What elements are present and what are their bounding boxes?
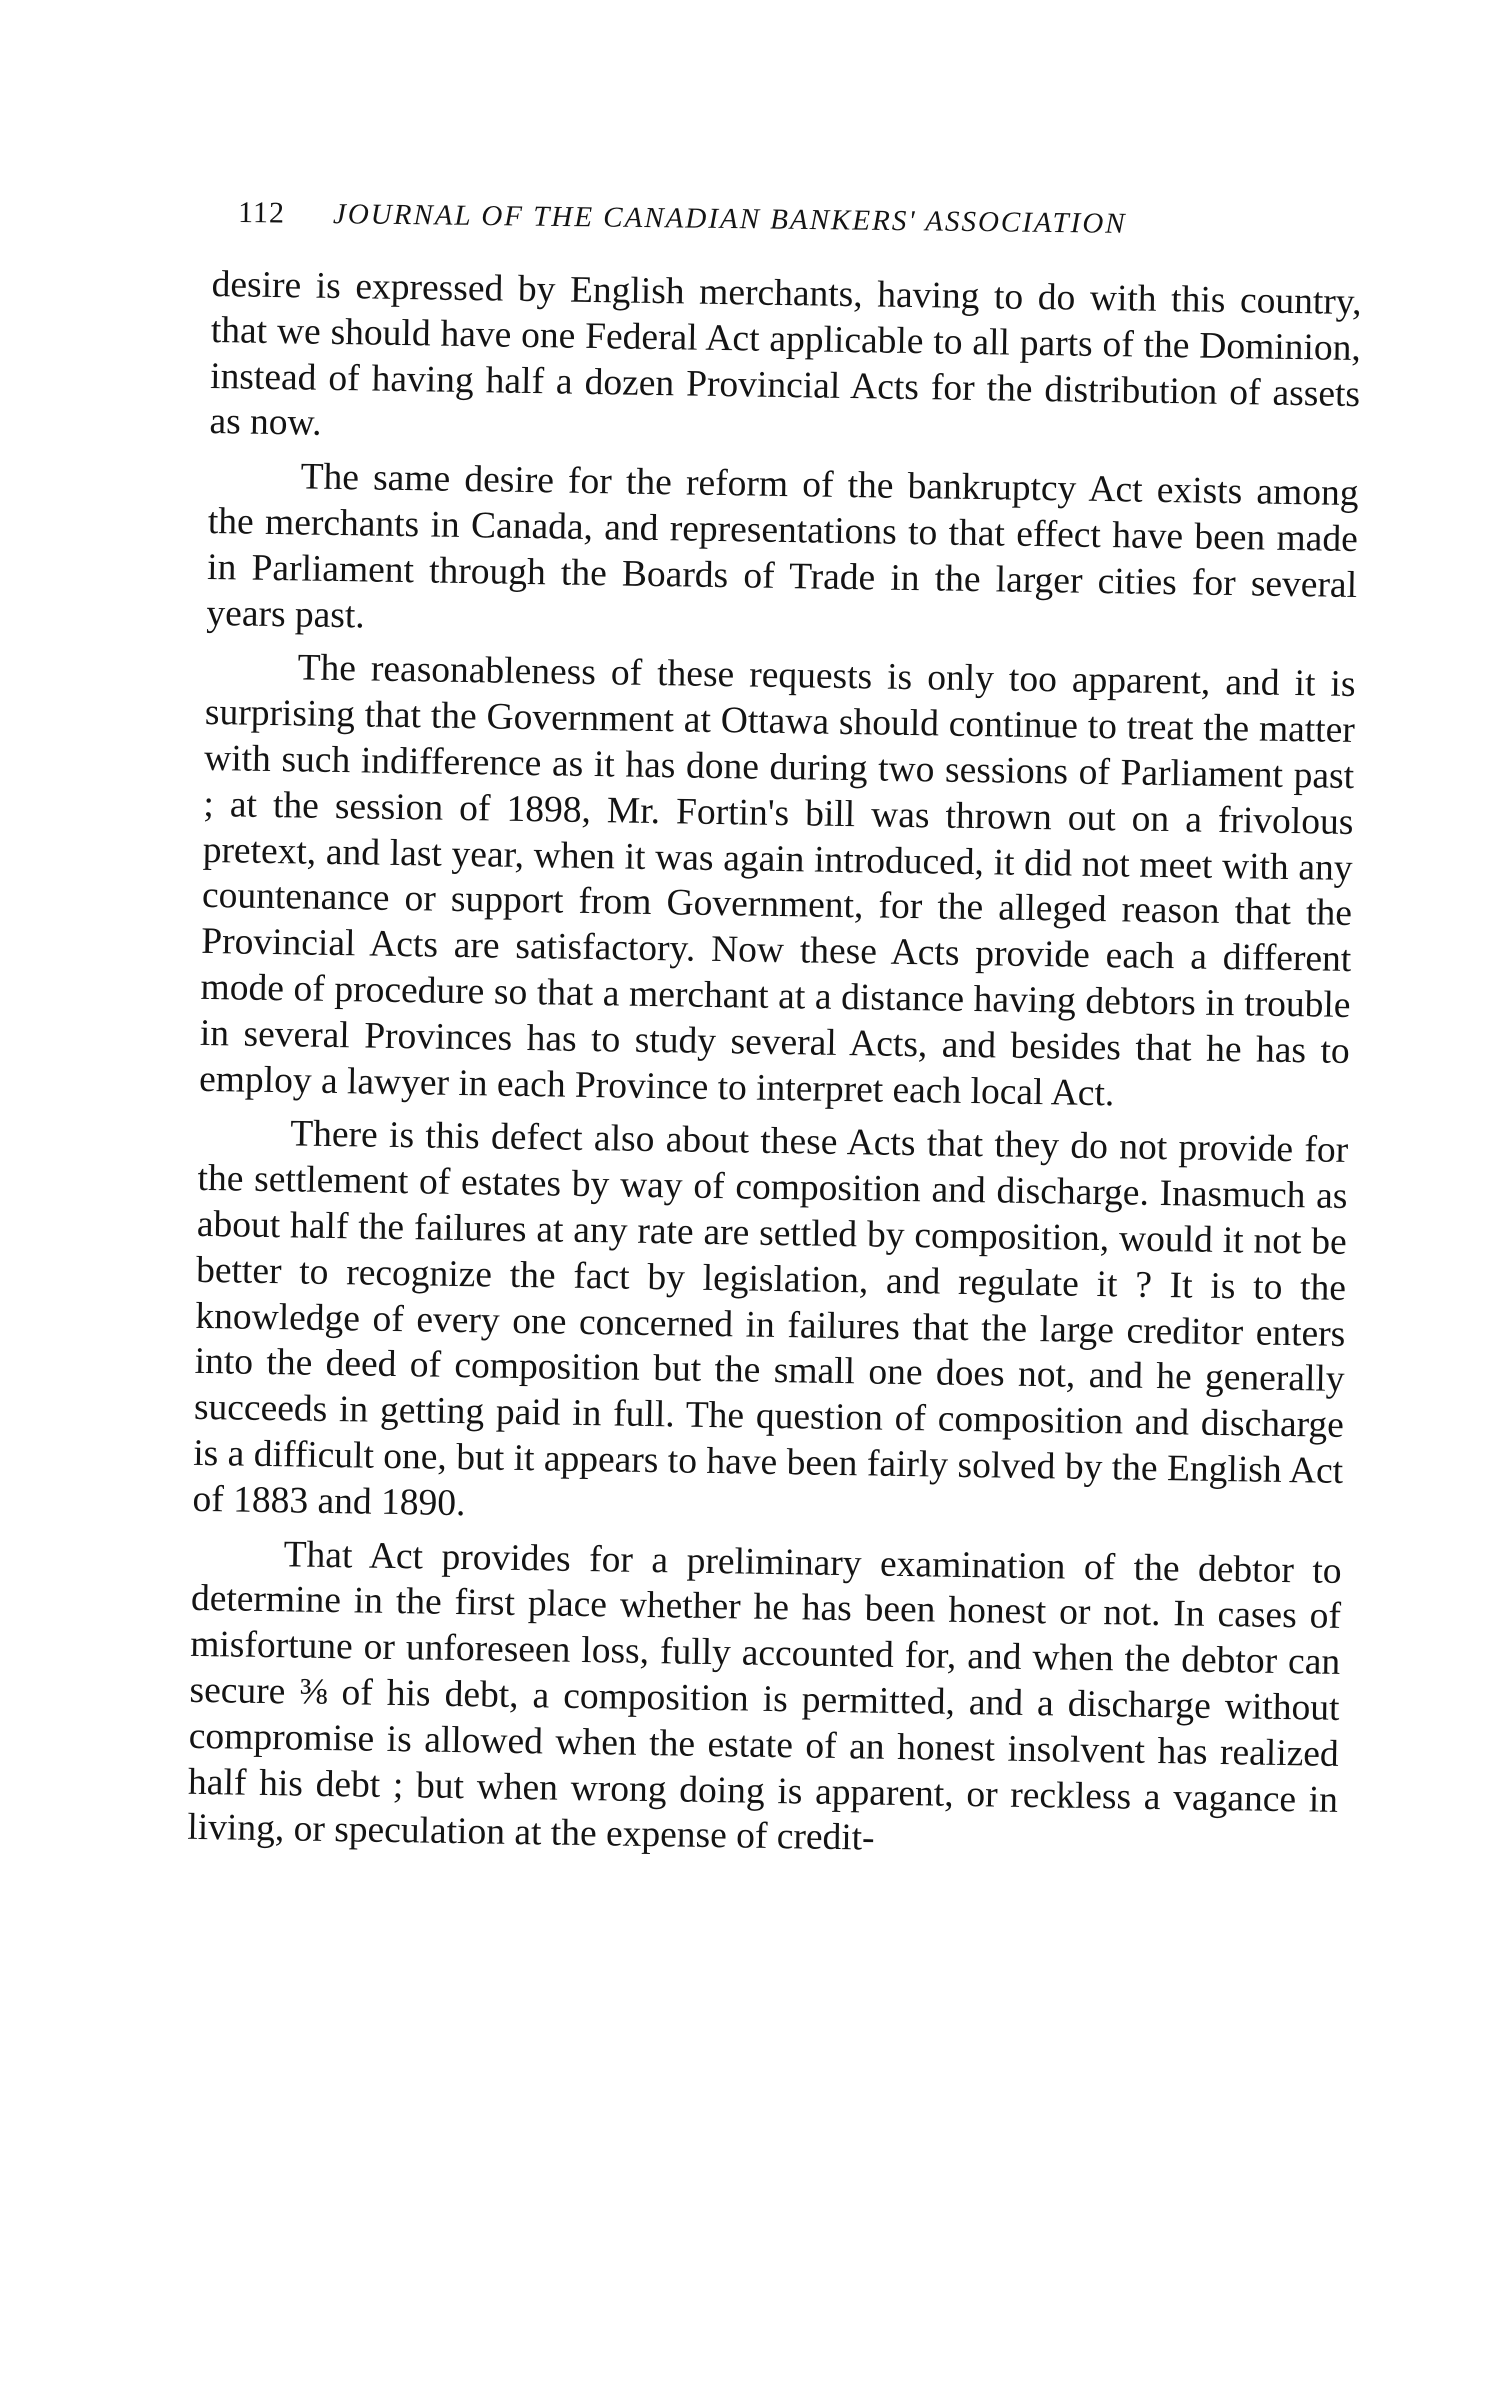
body-text [187, 262, 1362, 1869]
page-header [238, 196, 1278, 255]
running-title: JOURNAL OF THE CANADIAN BANKERS' ASSOCIATION [332, 198, 1127, 240]
paragraph-continuation: desire is expressed by English merchants, having to do with this country, that we should have one Federal Act applicable to all parts of the Dominion, instead of having half a dozen Provincial Acts for the distribution of assets as now. [209, 263, 1362, 445]
paragraph-reasonableness: The reasonableness of these requests is only too apparent, and it is surprising that the Government at Ottawa should continue to treat the matter with such indifference as it has done during two sessions of Parliament past ; at the session of 1898, Mr. Fortin's bill was thrown out on a frivolous pretext, and last year, when it was again introduced, it did not meet with any countenance or support from Government, for the alleged reason that the Provincial Acts are satisfactory. Now these Acts provide each a different mode of procedure so that a merchant at a distance having debtors in trouble in several Provinces has to study several Acts, and besides that he has to employ a lawyer in each Province to interpret each local Act. [198, 647, 1356, 1114]
paragraph-reform-desire: The same desire for the reform of the bankruptcy Act exists among the merchants in Canada, and representations to that effect have been made in Parliament through the Boards of Trade in the larger cities for several years past. [206, 456, 1359, 637]
page-number: 112 [237, 196, 286, 230]
paragraph-composition-defect: There is this defect also about these Acts that they do not provide for the settlement of estates by way of composition and discharge. Inasmuch as about half the failures at any rate are settled by composition, would it not be better to recognize the fact by legislation, and regulate it ? It is to the knowledge of every one concerned in failures that the large creditor enters into the deed of composition but the small one does not, and he generally succeeds in getting paid in full. The question of composition and discharge is a difficult one, but it appears to have been fairly solved by the English Act of 1883 and 1890. [192, 1113, 1349, 1524]
paragraph-english-act: That Act provides for a preliminary examination of the debtor to determine in the first place whether he has been honest or not. In cases of misfortune or unforeseen loss, fully accounted for, and when the debtor can secure ⅜ of his debt, a composition is permitted, and a discharge without compromise is allowed when the estate of an honest insolvent has realized half his debt ; but when wrong doing is apparent, or reckless a vagance in living, or speculation at the expense of credit- [187, 1533, 1342, 1859]
